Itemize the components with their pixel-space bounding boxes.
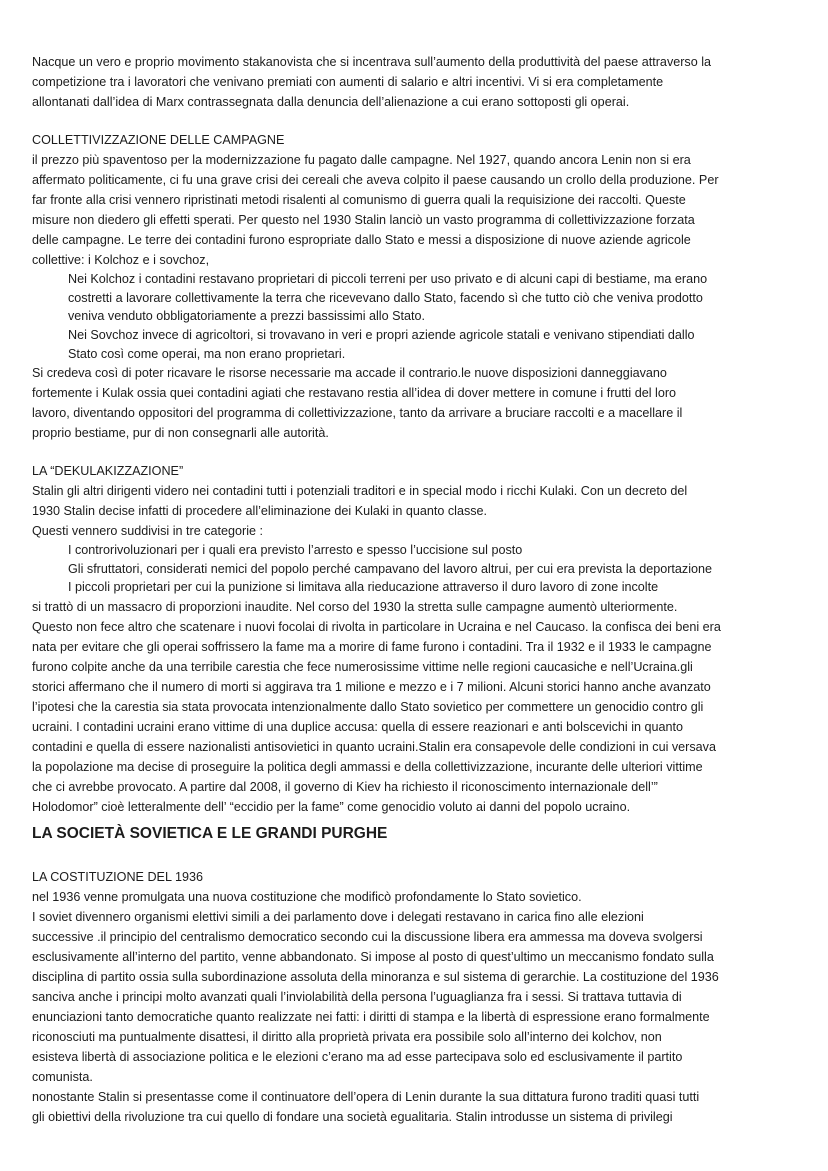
text-line: costretti a lavorare collettivamente la terra che ricevevano dallo Stato, facendo sì che tutto ciò che veniva prodotto	[68, 290, 703, 305]
text-line: riconosciuti ma puntualmente disattesi, il diritto alla proprietà privata era possibile solo all’interno dei kolchov, non	[32, 1029, 662, 1044]
paragraph	[32, 52, 812, 112]
text-line: gli obiettivi della rivoluzione tra cui quello di fondare una società egualitaria. Stalin introdusse un sistema di privilegi	[32, 1109, 673, 1124]
text-line: nata per evitare che gli operai soffrissero la fame ma a morire di fame furono i contadini. Tra il 1932 e il 1933 le campagne	[32, 639, 712, 654]
text-line: Nei Sovchoz invece di agricoltori, si trovavano in veri e propri aziende agricole statali e venivano stipendiati dallo	[68, 328, 695, 343]
subsection-heading	[32, 867, 812, 887]
text-line: ucraini. I contadini ucraini erano vittime di una duplice accusa: quella di essere reazionari e anti bolscevichi in quanto	[32, 719, 684, 734]
text-line: I soviet divennero organismi elettivi simili a dei parlamento dove i delegati restavano in carica fino alle elezioni	[32, 909, 644, 924]
section-heading	[32, 821, 812, 847]
text-line: Questo non fece altro che scatenare i nuovi focolai di rivolta in particolare in Ucraina e nel Caucaso. la confisca dei beni era	[32, 619, 721, 634]
text-line: Stalin gli altri dirigenti videro nei contadini tutti i potenziali traditori e in special modo i ricchi Kulaki. Con un decreto del	[32, 484, 688, 499]
text-line: COLLETTIVIZZAZIONE DELLE CAMPAGNE	[32, 133, 285, 147]
text-line: far fronte alla crisi vennero ripristinati metodi risalenti al comunismo di guerra quali la requisizione dei raccolti. Queste	[32, 193, 686, 207]
text-line: lavoro, diventando oppositori del programma di collettivizzazione, tanto da arrivare a bruciare raccolti e a macellare il	[32, 406, 683, 421]
text-line: comunista.	[32, 1069, 93, 1084]
text-line: competizione tra i lavoratori che venivano premiati con aumenti di salario e altri incentivi. Vi si era completamente	[32, 75, 664, 89]
indented-paragraph	[32, 270, 812, 363]
text-line: che ci avrebbe provocato. A partire dal 2008, il governo di Kiev ha richiesto il riconoscimento internazionale dell’”	[32, 779, 658, 794]
text-line: delle campagne. Le terre dei contadini furono espropriate dallo Stato e messi a disposizione di nuove aziende agricole	[32, 233, 691, 247]
text-line: veniva venduto obbligatoriamente a prezzi bassissimi allo Stato.	[68, 309, 426, 324]
text-line: esclusivamente all’interno del partito, venne abbandonato. Si impose al posto di quest’ultimo un meccanismo fondato sulla	[32, 949, 714, 964]
text-line: il prezzo più spaventoso per la modernizzazione fu pagato dalle campagne. Nel 1927, quando ancora Lenin non si era	[32, 153, 691, 167]
subsection-heading	[32, 130, 812, 150]
document-page	[32, 52, 812, 1127]
text-line: Holodomor” cioè letteralmente dell’ “eccidio per la fame” come genocidio voluto ai danni del popolo ucraino.	[32, 799, 631, 814]
list-item: Gli sfruttatori, considerati nemici del popolo perché campavano del lavoro altrui, per cui era prevista la deportazione	[68, 561, 713, 576]
paragraph	[32, 150, 812, 270]
text-line: Stato così come operai, ma non erano proprietari.	[68, 346, 346, 361]
text-line: affermato politicamente, ci fu una grave crisi dei cereali che aveva colpito il paese causando un crollo della produzione. Per	[32, 173, 719, 187]
subsection-heading	[32, 461, 812, 481]
text-line: storici affermano che il numero di morti si aggirava tra 1 milione e mezzo e i 7 milioni. Alcuni storici hanno anche avanzato	[32, 679, 711, 694]
text-line: la popolazione ma decise di proseguire la politica degli ammassi e della collettivizzazione, incurante delle ulteriori vittime	[32, 759, 703, 774]
paragraph	[32, 887, 812, 1127]
text-line: Nei Kolchoz i contadini restavano proprietari di piccoli terreni per uso privato e di alcuni capi di bestiame, ma erano	[68, 272, 708, 286]
text-line: collettive: i Kolchoz e i sovchoz,	[32, 253, 210, 267]
text-line: 1930 Stalin decise infatti di procedere all’eliminazione dei Kulaki in quanto classe.	[32, 504, 488, 519]
text-line: successive .il principio del centralismo democratico secondo cui la discussione libera era ammessa ma doveva svolgersi	[32, 929, 703, 944]
list-item: I piccoli proprietari per cui la punizione si limitava alla rieducazione attraverso il duro lavoro di zone incolte	[68, 580, 659, 595]
spacer	[32, 849, 812, 867]
text-line: Questi vennero suddivisi in tre categorie :	[32, 524, 264, 539]
text-line: furono colpite anche da una terribile carestia che fece numerosissime vittime nelle regioni caucasiche e nell’Ucraina.gli	[32, 659, 693, 674]
paragraph	[32, 597, 812, 817]
text-line: Nacque un vero e proprio movimento stakanovista che si incentrava sull’aumento della produttività del paese attraverso la	[32, 55, 712, 69]
paragraph	[32, 363, 812, 443]
text-line: fortemente i Kulak ossia quei contadini agiati che restavano restia all’idea di dover mettere in comune i frutti del loro	[32, 386, 677, 401]
category-list	[32, 541, 812, 596]
text-line: nonostante Stalin si presentasse come il continuatore dell’opera di Lenin durante la sua dittatura furono traditi quasi tutti	[32, 1089, 700, 1104]
text-line: LA SOCIETÀ SOVIETICA E LE GRANDI PURGHE	[32, 824, 388, 842]
text-line: nel 1936 venne promulgata una nuova costituzione che modificò profondamente lo Stato sovietico.	[32, 889, 582, 904]
text-line: contadini e quella di essere nazionalisti antisovietici in quanto ucraini.Stalin era consapevole delle condizioni in cui versava	[32, 739, 716, 754]
text-line: misure non diedero gli effetti sperati. Per questo nel 1930 Stalin lanciò un vasto programma di collettivizzazione forzata	[32, 213, 695, 227]
text-line: proprio bestiame, pur di non consegnarli alle autorità.	[32, 426, 329, 441]
text-line: Si credeva così di poter ricavare le risorse necessarie ma accade il contrario.le nuove disposizioni danneggiavano	[32, 366, 667, 381]
text-line: allontanati dall’idea di Marx contrassegnata dalla denuncia dell’alienazione a cui erano sottoposti gli operai.	[32, 95, 630, 109]
list-item: I controrivoluzionari per i quali era previsto l’arresto e spesso l’uccisione sul posto	[68, 543, 523, 558]
text-line: esisteva libertà di associazione politica e le elezioni c’erano ma ad esse partecipava solo ed esclusivamente il partito	[32, 1049, 683, 1064]
text-line: LA COSTITUZIONE DEL 1936	[32, 869, 204, 884]
text-line: l’ipotesi che la carestia sia stata provocata intenzionalmente dallo Stato sovietico per commettere un genocidio contro gli	[32, 699, 704, 714]
spacer	[32, 443, 812, 461]
text-line: si trattò di un massacro di proporzioni inaudite. Nel corso del 1930 la stretta sulle campagne aumentò ulteriormente.	[32, 599, 678, 614]
spacer	[32, 112, 812, 130]
text-line: disciplina di partito ossia sulla subordinazione assoluta della minoranza e sul sistema di gerarchie. La costituzione del 1936	[32, 969, 719, 984]
text-line: sanciva anche i principi molto avanzati quali l’inviolabilità della persona l’uguaglianza fra i sessi. Si trattava tuttavia di	[32, 989, 682, 1004]
text-line: LA “DEKULAKIZZAZIONE”	[32, 464, 184, 479]
paragraph	[32, 481, 812, 541]
text-line: enunciazioni tanto democratiche quanto realizzate nei fatti: i diritti di stampa e la libertà di espressione erano formalmente	[32, 1009, 710, 1024]
